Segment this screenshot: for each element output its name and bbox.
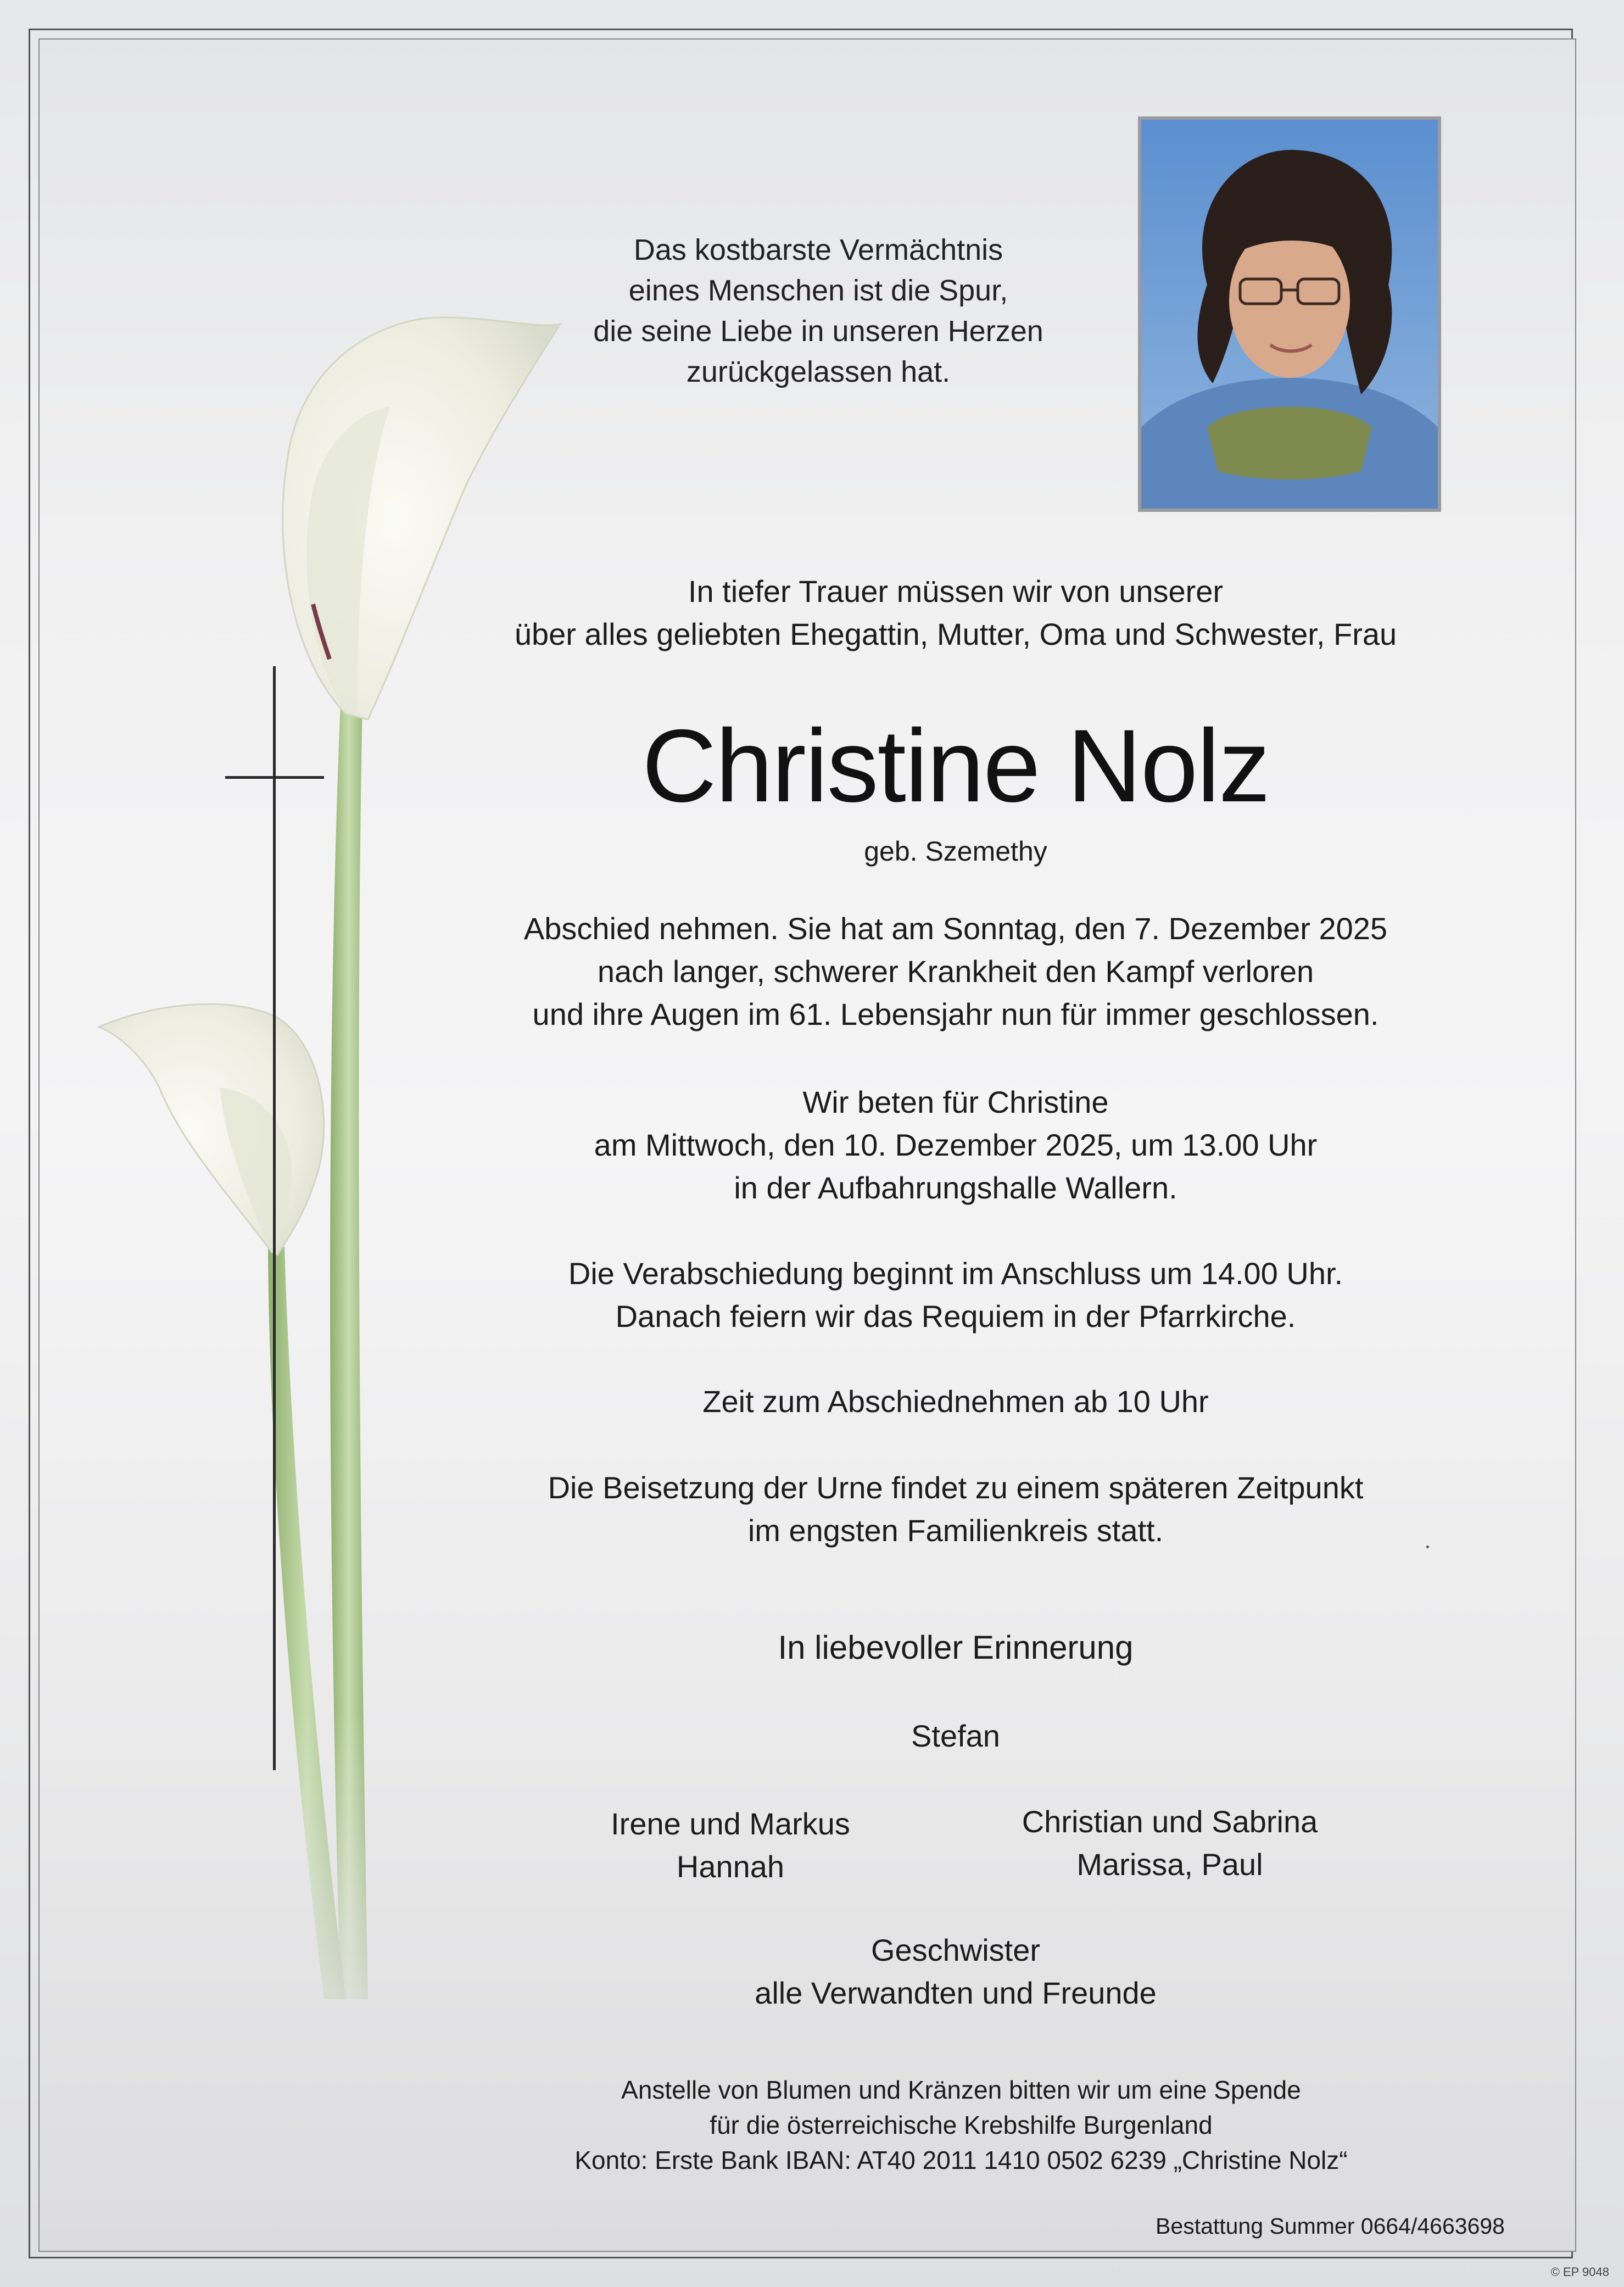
donation-line: Anstelle von Blumen und Kränzen bitten wir um eine Spende xyxy=(621,2076,1301,2104)
quote-line: Das kostbarste Vermächtnis xyxy=(633,233,1003,266)
memorial-quote xyxy=(544,230,1093,392)
upper-lily-flower xyxy=(283,317,560,719)
farewell-details xyxy=(483,1252,1428,1338)
memory-heading: In liebevoller Erinnerung xyxy=(778,1629,1134,1666)
deceased-name: Christine Nolz xyxy=(641,708,1270,823)
quote-line: eines Menschen ist die Spur, xyxy=(628,274,1008,307)
undertaker-contact: Bestattung Summer 0664/4663698 xyxy=(1156,2213,1505,2239)
mourners-relatives xyxy=(632,1929,1280,2015)
mourning-intro xyxy=(483,570,1428,656)
announcement-line: und ihre Augen im 61. Lebensjahr nun für immer geschlossen. xyxy=(532,997,1379,1031)
lily-stems xyxy=(268,703,368,1999)
prayer-details xyxy=(483,1081,1428,1209)
portrait-photo xyxy=(1138,116,1441,512)
print-speck xyxy=(1426,1546,1429,1548)
cross-vertical-bar xyxy=(273,666,276,1770)
announcement-line: Abschied nehmen. Sie hat am Sonntag, den 7. Dezember 2025 xyxy=(523,911,1388,946)
mourner-line: Geschwister xyxy=(870,1933,1041,1967)
mourner-line: Christian und Sabrina xyxy=(1022,1804,1318,1839)
viewing-line: Zeit zum Abschiednehmen ab 10 Uhr xyxy=(702,1384,1209,1419)
intro-line: In tiefer Trauer müssen wir von unserer xyxy=(688,574,1224,609)
cross-horizontal-bar xyxy=(225,776,324,779)
lower-lily-flower xyxy=(99,1004,324,1255)
burial-line: im engsten Familienkreis statt. xyxy=(747,1513,1164,1548)
burial-details xyxy=(483,1466,1428,1552)
mourner-line: Irene und Markus xyxy=(611,1806,850,1841)
farewell-line: Die Verabschiedung beginnt im Anschluss um 14.00 Uhr. xyxy=(568,1256,1343,1291)
mourner-husband: Stefan xyxy=(911,1719,1000,1753)
intro-line: über alles geliebten Ehegattin, Mutter, Oma und Schwester, Frau xyxy=(514,617,1397,651)
donation-line: für die österreichische Krebshilfe Burgenland xyxy=(710,2111,1213,2139)
donation-request xyxy=(494,2072,1428,2178)
announcement-line: nach langer, schwerer Krankheit den Kampf verloren xyxy=(597,954,1314,989)
quote-line: die seine Liebe in unseren Herzen xyxy=(593,315,1043,348)
mourner-line: Marissa, Paul xyxy=(1076,1847,1263,1882)
viewing-time xyxy=(483,1380,1428,1423)
mourners-family-right xyxy=(978,1800,1362,1886)
donation-line: Konto: Erste Bank IBAN: AT40 2011 1410 0502 6239 „Christine Nolz“ xyxy=(574,2146,1348,2174)
quote-line: zurückgelassen hat. xyxy=(686,355,951,388)
prayer-line: Wir beten für Christine xyxy=(802,1085,1109,1119)
print-code: © EP 9048 xyxy=(1550,2265,1609,2279)
prayer-line: in der Aufbahrungshalle Wallern. xyxy=(734,1170,1177,1205)
prayer-line: am Mittwoch, den 10. Dezember 2025, um 13.00 Uhr xyxy=(594,1128,1318,1162)
death-announcement xyxy=(483,907,1428,1036)
maiden-name: geb. Szemethy xyxy=(864,836,1047,867)
burial-line: Die Beisetzung der Urne findet zu einem späteren Zeitpunkt xyxy=(548,1470,1364,1505)
mourner-line: Hannah xyxy=(676,1849,785,1884)
mourners-family-left xyxy=(560,1803,901,1888)
farewell-line: Danach feiern wir das Requiem in der Pfarrkirche. xyxy=(615,1299,1296,1334)
mourner-line: alle Verwandten und Freunde xyxy=(755,1976,1157,2010)
